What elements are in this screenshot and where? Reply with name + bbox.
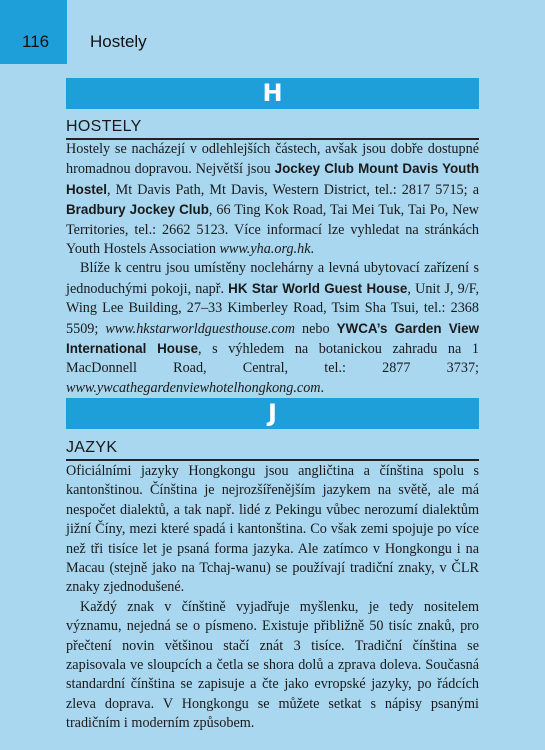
- section-heading-jazyk: JAZYK: [66, 439, 479, 461]
- hostel-name: HK Star World Guest House: [228, 280, 408, 296]
- web-address: www.ywcathegardenviewhotelhongkong.com: [66, 379, 321, 396]
- page-number: 116: [22, 32, 50, 51]
- section-body-hostely: [66, 140, 479, 398]
- section-body-jazyk: [66, 462, 479, 734]
- letter-bar-j: J: [66, 398, 479, 429]
- hostel-name: Bradbury Jockey Club: [66, 202, 209, 218]
- running-title: Hostely: [90, 32, 147, 51]
- section-heading-hostely: HOSTELY: [66, 118, 479, 140]
- hostel-name: YWCA’s Garden View International House: [66, 320, 479, 357]
- hostel-name: Jockey Club Mount Davis Youth Hostel: [66, 161, 479, 197]
- paragraph: Hostely se nacházejí v odlehlejších částech, avšak jsou dobře dostupné hromadnou dopravou. Největší jsou Jockey Club Mount Davis Youth Hostel, Mt Davis Path, Mt Davis, Western District, tel.: 2817 5715; a Bradbury Jockey Club, 66 Ting Kok Road, Tai Mei Tuk, Tai Po, New Territories, tel.: 2662 5123. Více informací lze vyhledat na stránkách Youth Hostels Association www.yha.org.hk.: [66, 141, 479, 258]
- letter-bar-h: H: [66, 78, 479, 109]
- paragraph: Oficiálními jazyky Hongkongu jsou angličtina a čínština spolu s kantonštinou. Čínština je nejrozšířenějším jazykem na světě, ale má nespočet dialektů, a tak např. lidé z Pekingu vůbec nerozumí dialektům jižní Číny, mezi které spadá i kantonština. Co však zemi spojuje po více než tři tisíce let je psaná forma jazyka. Ale zatímco v Hongkongu i na Macau (stejně jako na Tchaj-wanu) se používají tradiční znaky, v ČLR znaky zjednodušené.: [66, 463, 479, 596]
- web-address: www.yha.org.hk: [219, 241, 311, 258]
- web-address: www.hkstarworldguesthouse.com: [105, 320, 296, 337]
- paragraph: Blíže k centru jsou umístěny noclehárny a levná ubytovací zařízení s jednoduchými pokoji, např. HK Star World Guest House, Unit J, 9/F, Wing Lee Building, 27–33 Kimberley Road, Tsim Sha Tsui, tel.: 2368 5509; www.hkstarworldguesthouse.com nebo YWCA’s Garden View International House, s výhledem na botanickou zahradu na 1 MacDonnell Road, Central, tel.: 2877 3737; www.ywcathegardenviewhotelhongkong.com.: [66, 260, 480, 396]
- paragraph: Každý znak v čínštině vyjadřuje myšlenku, je tedy nositelem významu, nejedná se o písmeno. Existuje přibližně 50 tisíc znaků, pro přečtení novin většinou stačí znát 3 tisíce. Tradiční čínština se zapisovala ve sloupcích a četla se shora dolů a zprava doleva. Současná standardní čínština se zapisuje a čte jako evropské jazyky, po řádcích zleva doprava. V Hongkongu se můžete setkat s nápisy psanými tradičním i moderním způsobem.: [66, 598, 479, 732]
